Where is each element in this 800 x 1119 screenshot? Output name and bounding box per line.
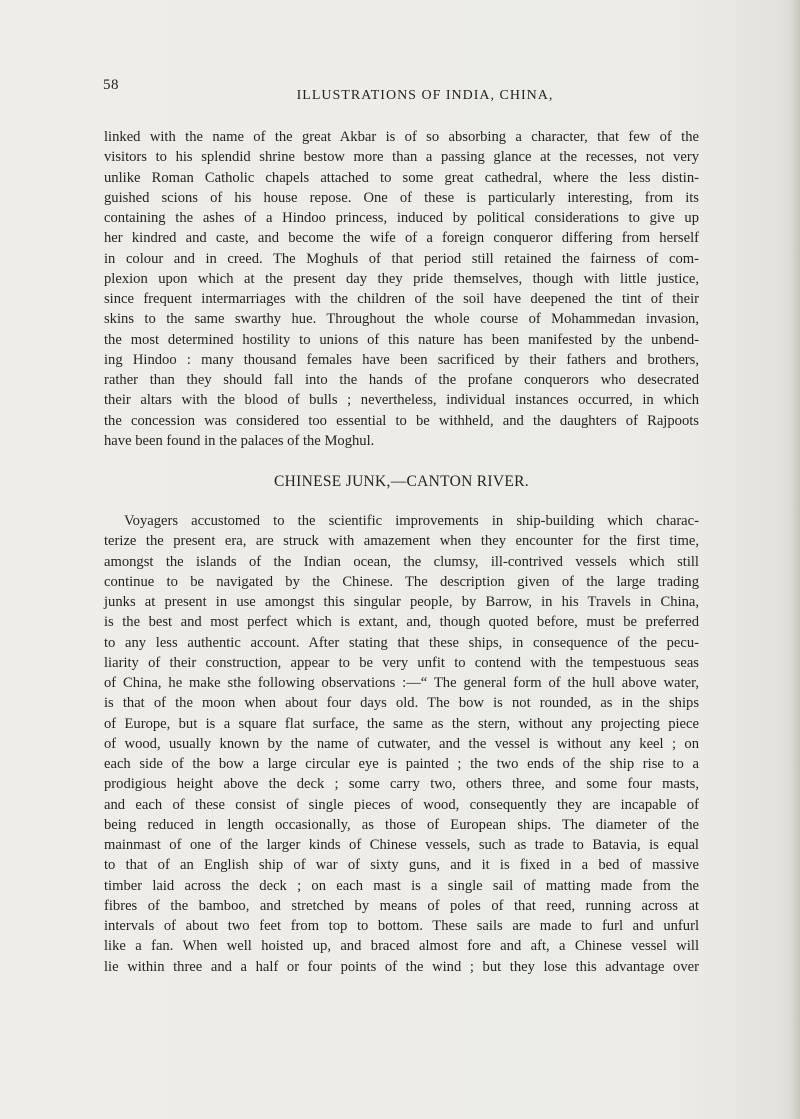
section-heading: CHINESE JUNK,—CANTON RIVER. xyxy=(274,473,529,490)
text-line: fibres of the bamboo, and stretched by means of poles of that reed, running across at xyxy=(104,897,699,914)
text-line: the most determined hostility to unions of this nature has been manifested by the unbend- xyxy=(104,331,699,348)
text-line: since frequent intermarriages with the children of the soil have deepened the tint of their xyxy=(104,291,699,307)
text-line: prodigious height above the deck ; some carry two, others three, and some four masts, xyxy=(104,776,699,793)
page-edge-shadow xyxy=(790,0,800,1119)
body-text xyxy=(104,127,699,977)
text-line: intervals of about two feet from top to bottom. These sails are made to furl and unfurl xyxy=(104,918,699,934)
text-line: mainmast of one of the larger kinds of Chinese vessels, such as trade to Batavia, is equal xyxy=(104,837,699,853)
paragraph-chinese-junk xyxy=(104,511,699,977)
text-line: their altars with the blood of bulls ; nevertheless, individual instances occurred, in which xyxy=(104,392,699,409)
text-line: lie within three and a half or four points of the wind ; but they lose this advantage over xyxy=(104,958,699,975)
text-line: timber laid across the deck ; on each mast is a single sail of matting made from the xyxy=(104,877,699,894)
text-line: is that of the moon when about four days old. The bow is not rounded, as in the ships xyxy=(104,695,699,712)
text-line: terize the present era, are struck with amazement when they encounter for the first time, xyxy=(104,533,699,550)
text-line: in colour and in creed. The Moghuls of that period still retained the fairness of com- xyxy=(104,250,699,267)
text-line: plexion upon which at the present day they pride themselves, though with little justice, xyxy=(104,270,699,287)
text-line: guished scions of his house repose. One of these is particularly interesting, from its xyxy=(104,189,699,206)
text-line: the concession was considered too essential to be withheld, and the daughters of Rajpoots xyxy=(104,412,699,429)
text-line: visitors to his splendid shrine bestow more than a passing glance at the recesses, not very xyxy=(104,149,699,166)
text-line: being reduced in length occasionally, as those of European ships. The diameter of the xyxy=(104,816,699,833)
text-line: is the best and most perfect which is extant, and, though quoted before, must be preferred xyxy=(104,614,699,631)
text-line: her kindred and caste, and become the wife of a foreign conqueror differing from herself xyxy=(104,230,699,247)
text-line: junks at present in use amongst this singular people, by Barrow, in his Travels in China, xyxy=(104,594,699,610)
text-line: like a fan. When well hoisted up, and braced almost fore and aft, a Chinese vessel will xyxy=(104,938,699,955)
text-line: each side of the bow a large circular eye is painted ; the two ends of the ship rise to a xyxy=(104,756,699,772)
text-line: continue to be navigated by the Chinese. The description given of the large trading xyxy=(104,573,699,590)
text-line: rather than they should fall into the hands of the profane conquerors who desecrated xyxy=(104,372,699,388)
text-line: to any less authentic account. After stating that these ships, in consequence of the pecu- xyxy=(104,634,699,651)
running-head: ILLUSTRATIONS OF INDIA, CHINA, xyxy=(296,88,554,103)
page-number: 58 xyxy=(103,77,119,93)
text-line: unlike Roman Catholic chapels attached to some great cathedral, where the less distin- xyxy=(104,169,699,186)
text-line: of China, he make sthe following observations :—“ The general form of the hull above water, xyxy=(104,675,699,691)
text-line: linked with the name of the great Akbar is of so absorbing a character, that few of the xyxy=(104,129,699,145)
text-line: containing the ashes of a Hindoo princess, induced by political considerations to give up xyxy=(104,210,699,226)
text-line: have been found in the palaces of the Moghul. xyxy=(104,432,375,449)
text-line: liarity of their construction, appear to be very unfit to contend with the tempestuous seas xyxy=(104,654,699,671)
text-line: of wood, usually known by the name of cutwater, and the vessel is without any keel ; on xyxy=(104,735,699,752)
text-line: of Europe, but is a square flat surface, the same as the stern, without any projecting piece xyxy=(104,715,699,732)
text-line: and each of these consist of single pieces of wood, consequently they are incapable of xyxy=(104,796,699,813)
text-line: amongst the islands of the Indian ocean, the clumsy, ill-contrived vessels which still xyxy=(104,553,699,570)
text-line: skins to the same swarthy hue. Throughout the whole course of Mohammedan invasion, xyxy=(104,311,699,328)
text-line: Voyagers accustomed to the scientific improvements in ship-building which charac- xyxy=(124,513,699,529)
text-line: ing Hindoo : many thousand females have been sacrificed by their fathers and brothers, xyxy=(104,351,699,368)
paragraph-akbar-shrine xyxy=(104,127,699,451)
text-line: to that of an English ship of war of sixty guns, and it is fixed in a bed of massive xyxy=(104,857,699,874)
